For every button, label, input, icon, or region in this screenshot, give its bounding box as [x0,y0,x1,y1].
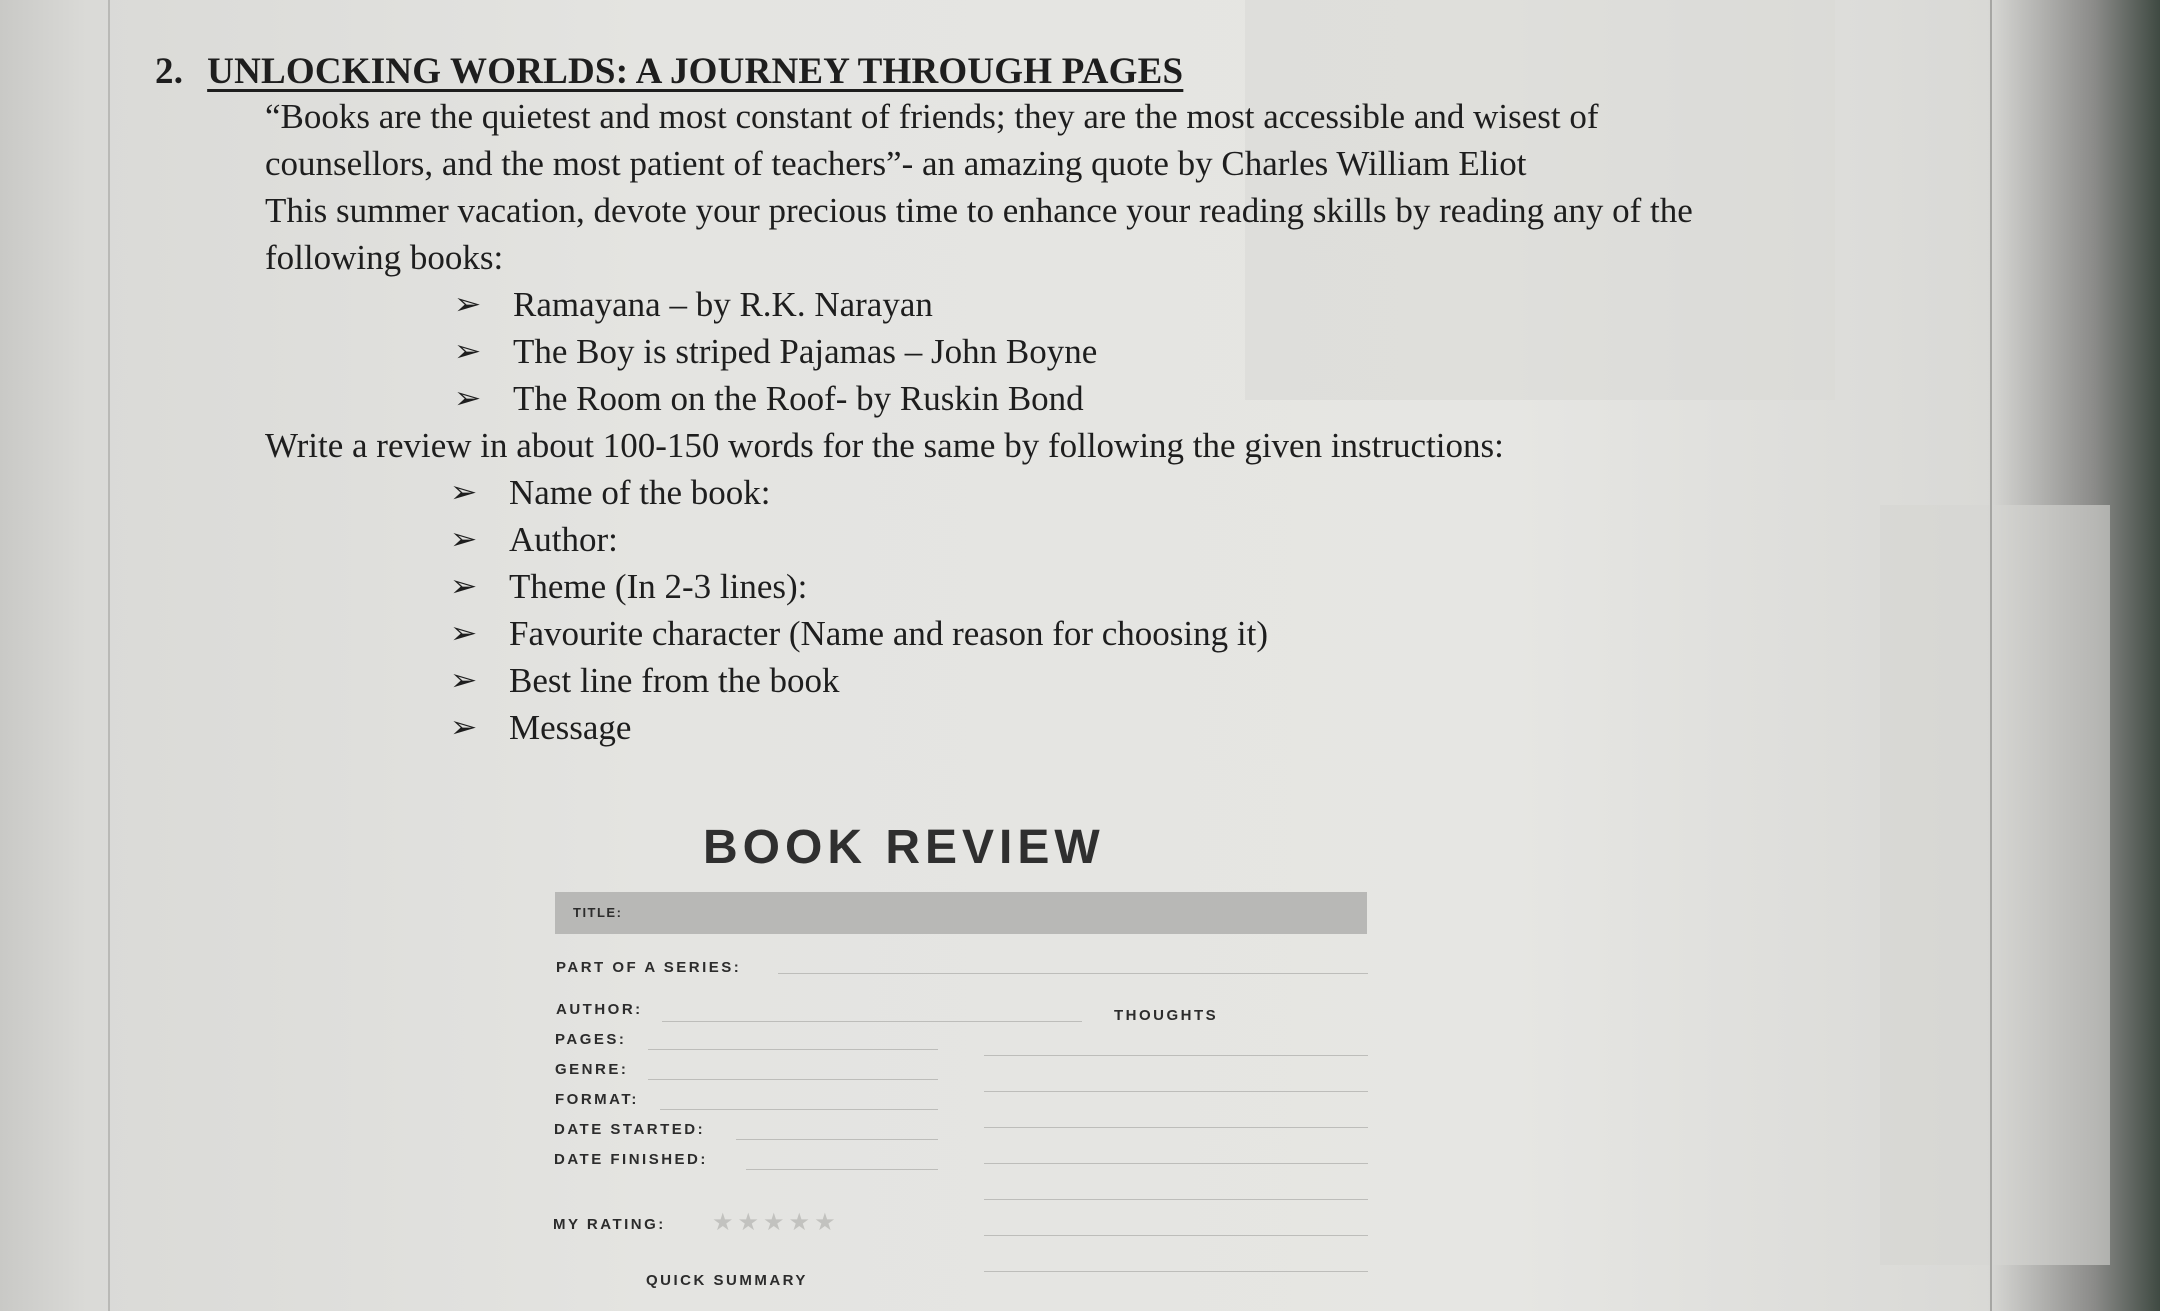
arrow-bullet-icon: ➢ [453,288,482,321]
book-entry: The Room on the Roof- by Ruskin Bond [513,379,1084,418]
paragraph-line: This summer vacation, devote your precious time to enhance your reading skills by reading any of the [265,191,1693,230]
date-started-line [736,1139,938,1140]
review-point: Author: [509,520,618,559]
review-point: Favourite character (Name and reason for choosing it) [509,614,1268,653]
rating-stars-icon: ★★★★★ [712,1209,840,1236]
book-entry: Ramayana – by R.K. Narayan [513,285,933,324]
thoughts-line [984,1199,1368,1200]
arrow-bullet-icon: ➢ [449,711,478,744]
title-label: TITLE: [573,905,623,920]
format-line [660,1109,938,1110]
author-line [662,1021,1082,1022]
thoughts-label: THOUGHTS [1114,1007,1219,1024]
review-point: Theme (In 2-3 lines): [509,567,808,606]
title-field [555,892,1367,934]
date-finished-line [746,1169,938,1170]
arrow-bullet-icon: ➢ [449,664,478,697]
date-finished-label: DATE FINISHED: [554,1151,708,1168]
arrow-bullet-icon: ➢ [449,476,478,509]
book-review-heading: BOOK REVIEW [703,821,1105,874]
part-of-series-line [778,973,1368,974]
pages-label: PAGES: [555,1031,627,1048]
thoughts-line [984,1235,1368,1236]
format-label: FORMAT: [555,1091,639,1108]
genre-line [648,1079,938,1080]
thoughts-line [984,1163,1368,1164]
arrow-bullet-icon: ➢ [449,617,478,650]
thoughts-line [984,1055,1368,1056]
book-entry: The Boy is striped Pajamas – John Boyne [513,332,1098,371]
instruction-line: Write a review in about 100-150 words for the same by following the given instructions: [265,426,1504,465]
review-point: Name of the book: [509,473,771,512]
thoughts-line [984,1271,1368,1272]
paragraph-line: counsellors, and the most patient of teachers”- an amazing quote by Charles William Eliot [265,144,1527,183]
genre-label: GENRE: [555,1061,629,1078]
review-point: Best line from the book [509,661,840,700]
section-number: 2. [155,51,184,92]
arrow-bullet-icon: ➢ [449,570,478,603]
arrow-bullet-icon: ➢ [453,382,482,415]
arrow-bullet-icon: ➢ [449,523,478,556]
date-started-label: DATE STARTED: [554,1121,706,1138]
my-rating-label: MY RATING: [553,1216,666,1233]
thoughts-line [984,1091,1368,1092]
paragraph-line: “Books are the quietest and most constant of friends; they are the most accessible and wisest of [265,97,1599,136]
part-of-series-label: PART OF A SERIES: [556,959,742,976]
thoughts-line [984,1127,1368,1128]
pages-line [648,1049,938,1050]
quick-summary-label: QUICK SUMMARY [646,1272,808,1289]
author-label: AUTHOR: [556,1001,643,1018]
review-point: Message [509,708,632,747]
paragraph-line: following books: [265,238,504,277]
section-title: UNLOCKING WORLDS: A JOURNEY THROUGH PAGES [207,51,1184,92]
arrow-bullet-icon: ➢ [453,335,482,368]
